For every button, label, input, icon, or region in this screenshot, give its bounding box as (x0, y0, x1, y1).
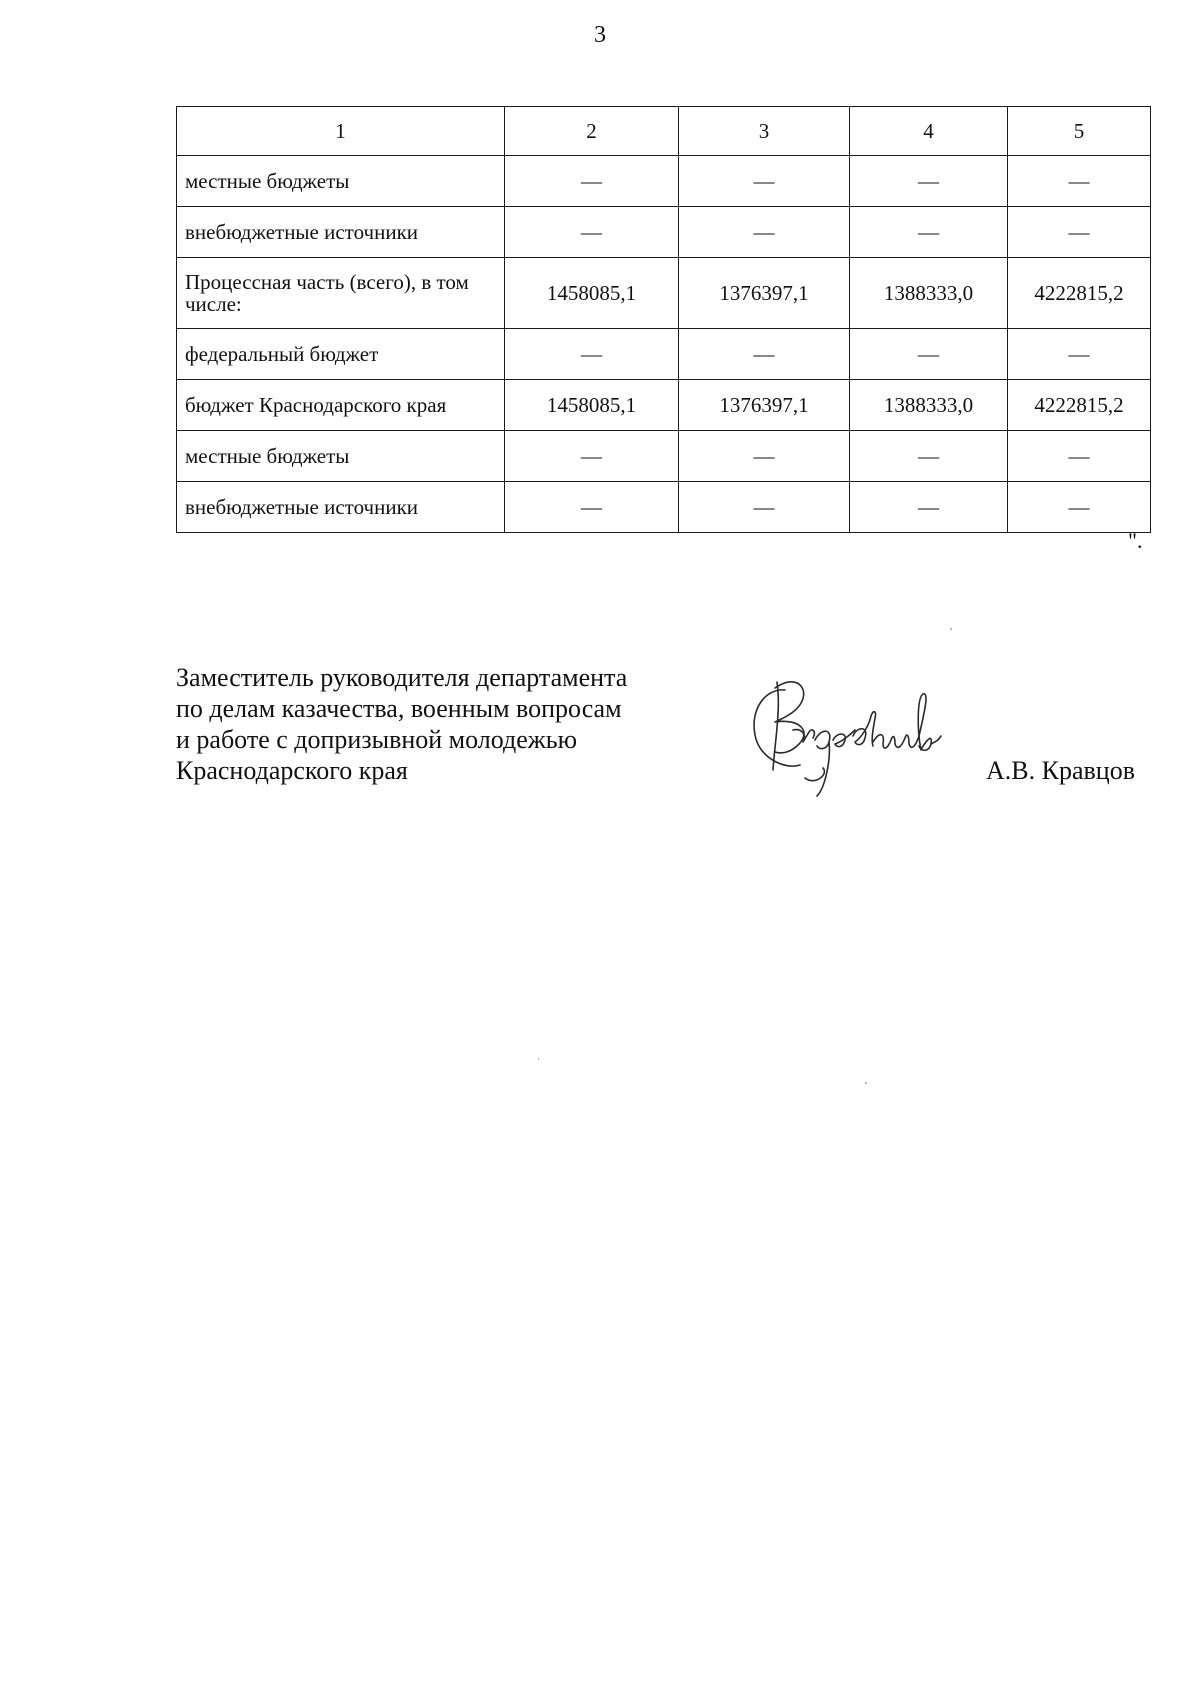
row-label: Процессная часть (всего), в том числе: (177, 258, 505, 329)
cell-value: — (1008, 482, 1151, 533)
cell-value: — (850, 329, 1008, 380)
column-header: 4 (850, 107, 1008, 156)
signatory-position (176, 662, 627, 786)
cell-value: — (679, 431, 850, 482)
closing-quote: ". (1128, 528, 1143, 553)
cell-value: — (679, 329, 850, 380)
signatory-position-line: Заместитель руководителя департамента (176, 663, 628, 692)
column-header: 5 (1008, 107, 1151, 156)
cell-value: 1388333,0 (850, 258, 1008, 329)
cell-value: — (1008, 329, 1151, 380)
cell-value: 1376397,1 (679, 380, 850, 431)
scan-speck (538, 1058, 539, 1060)
scan-speck (950, 628, 952, 630)
column-header: 3 (679, 107, 850, 156)
cell-value: — (1008, 156, 1151, 207)
column-header: 1 (177, 107, 505, 156)
cell-value: 1458085,1 (505, 258, 679, 329)
row-label: местные бюджеты (177, 431, 505, 482)
signatory-position-line: по делам казачества, военным вопросам (176, 694, 622, 723)
scan-speck (865, 1082, 867, 1084)
cell-value: — (1008, 207, 1151, 258)
table-row (177, 482, 1151, 533)
row-label: местные бюджеты (177, 156, 505, 207)
cell-value: — (679, 482, 850, 533)
cell-value: 4222815,2 (1008, 380, 1151, 431)
budget-table (176, 106, 1151, 533)
row-label: бюджет Краснодарского края (177, 380, 505, 431)
row-label: федеральный бюджет (177, 329, 505, 380)
cell-value: — (505, 329, 679, 380)
table-row (177, 207, 1151, 258)
signatory-name: А.В. Кравцов (986, 756, 1135, 785)
cell-value: — (679, 156, 850, 207)
cell-value: 1376397,1 (679, 258, 850, 329)
table-header-row (177, 107, 1151, 156)
handwritten-signature (745, 670, 965, 805)
cell-value: — (679, 207, 850, 258)
table-row (177, 156, 1151, 207)
row-label: внебюджетные источники (177, 482, 505, 533)
cell-value: — (505, 156, 679, 207)
table-row (177, 431, 1151, 482)
cell-value: 4222815,2 (1008, 258, 1151, 329)
cell-value: — (850, 482, 1008, 533)
table-row (177, 380, 1151, 431)
cell-value: — (850, 156, 1008, 207)
page-number: 3 (594, 22, 606, 48)
row-label: внебюджетные источники (177, 207, 505, 258)
cell-value: 1458085,1 (505, 380, 679, 431)
cell-value: — (850, 431, 1008, 482)
cell-value: — (505, 482, 679, 533)
table-row (177, 329, 1151, 380)
cell-value: — (505, 431, 679, 482)
cell-value: 1388333,0 (850, 380, 1008, 431)
cell-value: — (1008, 431, 1151, 482)
column-header: 2 (505, 107, 679, 156)
table-row (177, 258, 1151, 329)
signatory-position-line: и работе с допризывной молодежью (176, 725, 578, 754)
cell-value: — (505, 207, 679, 258)
signatory-position-line: Краснодарского края (176, 756, 408, 785)
cell-value: — (850, 207, 1008, 258)
